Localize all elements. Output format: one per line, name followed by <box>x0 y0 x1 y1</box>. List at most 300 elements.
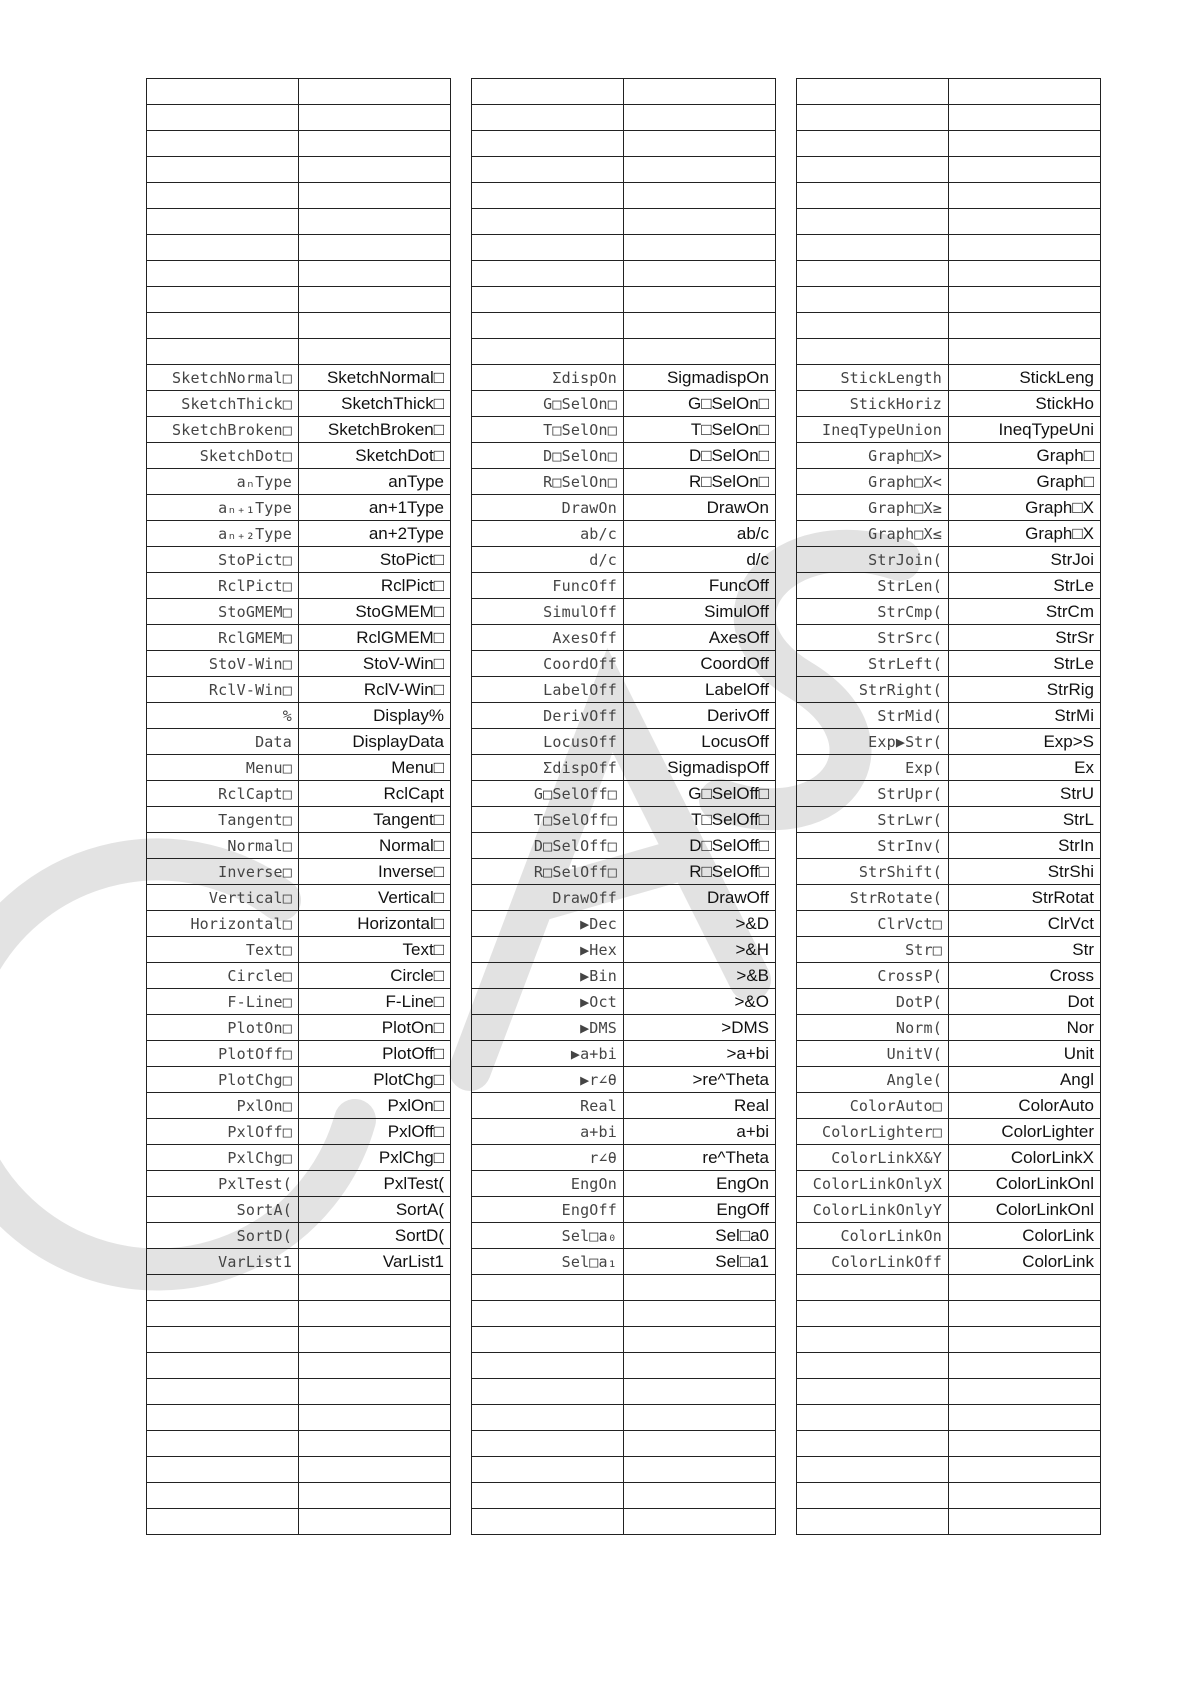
equivalent-cell: ColorLink <box>949 1249 1101 1275</box>
command-row <box>797 833 1101 859</box>
blank-cell <box>147 157 299 183</box>
blank-cell <box>299 131 451 157</box>
blank-cell <box>949 1431 1101 1457</box>
command-cell: DrawOn <box>472 495 624 521</box>
command-row <box>147 469 451 495</box>
command-row <box>797 911 1101 937</box>
command-row <box>472 547 776 573</box>
blank-row <box>797 1327 1101 1353</box>
command-row <box>147 755 451 781</box>
blank-cell <box>299 1353 451 1379</box>
blank-cell <box>624 339 776 365</box>
blank-cell <box>797 261 949 287</box>
command-cell: Graph□X< <box>797 469 949 495</box>
blank-cell <box>797 1275 949 1301</box>
equivalent-cell: Sel□a1 <box>624 1249 776 1275</box>
command-cell: Tangent□ <box>147 807 299 833</box>
equivalent-cell: Graph□X <box>949 495 1101 521</box>
blank-cell <box>472 209 624 235</box>
equivalent-cell: PlotOn□ <box>299 1015 451 1041</box>
equivalent-cell: SigmadispOn <box>624 365 776 391</box>
command-row <box>472 989 776 1015</box>
blank-cell <box>472 1353 624 1379</box>
equivalent-cell: Nor <box>949 1015 1101 1041</box>
command-row <box>797 1223 1101 1249</box>
command-cell: Real <box>472 1093 624 1119</box>
command-cell: LabelOff <box>472 677 624 703</box>
command-cell: ▶Hex <box>472 937 624 963</box>
command-cell: StrRight( <box>797 677 949 703</box>
blank-cell <box>472 339 624 365</box>
equivalent-cell: StrU <box>949 781 1101 807</box>
blank-row <box>797 1353 1101 1379</box>
equivalent-cell: G□SelOff□ <box>624 781 776 807</box>
blank-row <box>797 1405 1101 1431</box>
command-row <box>797 677 1101 703</box>
equivalent-cell: Graph□ <box>949 469 1101 495</box>
command-row <box>797 1067 1101 1093</box>
command-cell: SortA( <box>147 1197 299 1223</box>
blank-cell <box>949 287 1101 313</box>
command-cell: SketchNormal□ <box>147 365 299 391</box>
equivalent-cell: Display% <box>299 703 451 729</box>
command-cell: RclGMEM□ <box>147 625 299 651</box>
command-row <box>472 1067 776 1093</box>
command-row <box>472 1171 776 1197</box>
command-cell: StrUpr( <box>797 781 949 807</box>
command-cell: StrLeft( <box>797 651 949 677</box>
command-cell: StrCmp( <box>797 599 949 625</box>
command-cell: StrSrc( <box>797 625 949 651</box>
blank-cell <box>797 235 949 261</box>
equivalent-cell: an+1Type <box>299 495 451 521</box>
command-cell: FuncOff <box>472 573 624 599</box>
blank-row <box>472 183 776 209</box>
blank-cell <box>949 1509 1101 1535</box>
blank-cell <box>624 287 776 313</box>
command-cell: DotP( <box>797 989 949 1015</box>
equivalent-cell: Inverse□ <box>299 859 451 885</box>
blank-cell <box>147 1431 299 1457</box>
equivalent-cell: Angl <box>949 1067 1101 1093</box>
blank-cell <box>624 235 776 261</box>
equivalent-cell: IneqTypeUni <box>949 417 1101 443</box>
command-row <box>797 1041 1101 1067</box>
equivalent-cell: ColorLighter <box>949 1119 1101 1145</box>
equivalent-cell: Exp>S <box>949 729 1101 755</box>
command-cell: ClrVct□ <box>797 911 949 937</box>
command-cell: PxlTest( <box>147 1171 299 1197</box>
blank-cell <box>949 183 1101 209</box>
equivalent-cell: ab/c <box>624 521 776 547</box>
blank-row <box>797 261 1101 287</box>
blank-row <box>797 235 1101 261</box>
blank-cell <box>624 1457 776 1483</box>
blank-cell <box>472 105 624 131</box>
blank-row <box>147 1509 451 1535</box>
command-row <box>472 1041 776 1067</box>
command-cell: StoV-Win□ <box>147 651 299 677</box>
command-row <box>147 937 451 963</box>
command-row <box>147 911 451 937</box>
command-row <box>797 703 1101 729</box>
equivalent-cell: PxlOn□ <box>299 1093 451 1119</box>
blank-row <box>147 235 451 261</box>
command-cell: ColorLinkOnlyY <box>797 1197 949 1223</box>
equivalent-cell: >&H <box>624 937 776 963</box>
blank-row <box>797 1301 1101 1327</box>
blank-cell <box>472 313 624 339</box>
equivalent-cell: StickLeng <box>949 365 1101 391</box>
command-row <box>472 417 776 443</box>
equivalent-cell: FuncOff <box>624 573 776 599</box>
equivalent-cell: SigmadispOff <box>624 755 776 781</box>
blank-row <box>147 339 451 365</box>
equivalent-cell: F-Line□ <box>299 989 451 1015</box>
command-row <box>797 573 1101 599</box>
command-row <box>147 651 451 677</box>
command-cell: EngOn <box>472 1171 624 1197</box>
command-row <box>797 755 1101 781</box>
blank-cell <box>472 235 624 261</box>
command-cell: ColorLinkX&Y <box>797 1145 949 1171</box>
blank-row <box>472 209 776 235</box>
blank-cell <box>624 1301 776 1327</box>
blank-cell <box>299 209 451 235</box>
blank-cell <box>624 1327 776 1353</box>
command-cell: StoPict□ <box>147 547 299 573</box>
blank-cell <box>299 287 451 313</box>
command-row <box>147 599 451 625</box>
equivalent-cell: StrLe <box>949 573 1101 599</box>
command-row <box>147 547 451 573</box>
command-row <box>472 1093 776 1119</box>
equivalent-cell: SimulOff <box>624 599 776 625</box>
blank-row <box>472 339 776 365</box>
command-cell: RclPict□ <box>147 573 299 599</box>
equivalent-cell: StrShi <box>949 859 1101 885</box>
command-row <box>797 521 1101 547</box>
command-cell: LocusOff <box>472 729 624 755</box>
blank-cell <box>147 1353 299 1379</box>
blank-cell <box>147 1405 299 1431</box>
blank-cell <box>797 1509 949 1535</box>
blank-cell <box>949 1483 1101 1509</box>
blank-row <box>472 157 776 183</box>
blank-row <box>797 105 1101 131</box>
blank-cell <box>797 287 949 313</box>
command-cell: aₙ₊₁Type <box>147 495 299 521</box>
blank-row <box>147 261 451 287</box>
blank-row <box>797 339 1101 365</box>
command-cell: ▶a+bi <box>472 1041 624 1067</box>
command-row <box>147 677 451 703</box>
command-table-2 <box>471 78 776 1535</box>
blank-cell <box>472 1301 624 1327</box>
blank-cell <box>147 339 299 365</box>
blank-cell <box>949 313 1101 339</box>
command-row <box>147 1249 451 1275</box>
equivalent-cell: SketchDot□ <box>299 443 451 469</box>
command-row <box>147 807 451 833</box>
equivalent-cell: LocusOff <box>624 729 776 755</box>
command-cell: a+bi <box>472 1119 624 1145</box>
blank-cell <box>949 131 1101 157</box>
blank-cell <box>624 209 776 235</box>
blank-row <box>472 131 776 157</box>
command-table-3 <box>796 78 1101 1535</box>
command-cell: D□SelOff□ <box>472 833 624 859</box>
equivalent-cell: G□SelOn□ <box>624 391 776 417</box>
equivalent-cell: ColorLinkOnl <box>949 1197 1101 1223</box>
blank-row <box>147 1457 451 1483</box>
command-cell: r∠θ <box>472 1145 624 1171</box>
blank-cell <box>797 209 949 235</box>
command-cell: Str□ <box>797 937 949 963</box>
command-cell: G□SelOn□ <box>472 391 624 417</box>
blank-cell <box>299 1327 451 1353</box>
command-row <box>147 833 451 859</box>
equivalent-cell: DrawOff <box>624 885 776 911</box>
equivalent-cell: ColorLinkOnl <box>949 1171 1101 1197</box>
blank-cell <box>949 339 1101 365</box>
blank-row <box>797 79 1101 105</box>
blank-cell <box>299 183 451 209</box>
blank-cell <box>472 1457 624 1483</box>
blank-cell <box>147 1327 299 1353</box>
command-cell: Norm( <box>797 1015 949 1041</box>
blank-cell <box>797 1301 949 1327</box>
blank-cell <box>624 79 776 105</box>
command-cell: CrossP( <box>797 963 949 989</box>
equivalent-cell: Ex <box>949 755 1101 781</box>
command-row <box>472 1197 776 1223</box>
blank-row <box>147 1275 451 1301</box>
command-cell: StrMid( <box>797 703 949 729</box>
equivalent-cell: StrIn <box>949 833 1101 859</box>
command-row <box>472 729 776 755</box>
equivalent-cell: >&B <box>624 963 776 989</box>
command-cell: ColorLighter□ <box>797 1119 949 1145</box>
equivalent-cell: AxesOff <box>624 625 776 651</box>
command-cell: StoGMEM□ <box>147 599 299 625</box>
blank-cell <box>949 1457 1101 1483</box>
command-cell: ColorLinkOn <box>797 1223 949 1249</box>
blank-cell <box>949 1353 1101 1379</box>
command-row <box>472 521 776 547</box>
command-row <box>472 1015 776 1041</box>
command-row <box>147 1015 451 1041</box>
command-row <box>472 911 776 937</box>
equivalent-cell: PlotChg□ <box>299 1067 451 1093</box>
command-row <box>472 625 776 651</box>
command-cell: StickHoriz <box>797 391 949 417</box>
command-cell: ΣdispOn <box>472 365 624 391</box>
command-row <box>147 1067 451 1093</box>
command-cell: d/c <box>472 547 624 573</box>
blank-cell <box>472 1509 624 1535</box>
command-cell: Horizontal□ <box>147 911 299 937</box>
blank-row <box>797 1379 1101 1405</box>
blank-cell <box>299 79 451 105</box>
blank-cell <box>299 1379 451 1405</box>
blank-cell <box>797 79 949 105</box>
command-cell: SortD( <box>147 1223 299 1249</box>
equivalent-cell: >a+bi <box>624 1041 776 1067</box>
blank-cell <box>147 1457 299 1483</box>
blank-cell <box>624 131 776 157</box>
command-cell: PxlOn□ <box>147 1093 299 1119</box>
command-cell: Text□ <box>147 937 299 963</box>
command-row <box>472 937 776 963</box>
command-cell: PlotOff□ <box>147 1041 299 1067</box>
equivalent-cell: T□SelOn□ <box>624 417 776 443</box>
command-row <box>472 651 776 677</box>
blank-row <box>472 1379 776 1405</box>
command-row <box>147 1223 451 1249</box>
blank-cell <box>949 1275 1101 1301</box>
equivalent-cell: StrLe <box>949 651 1101 677</box>
equivalent-cell: CoordOff <box>624 651 776 677</box>
blank-cell <box>949 235 1101 261</box>
blank-cell <box>797 1379 949 1405</box>
command-row <box>472 1145 776 1171</box>
command-row <box>147 1093 451 1119</box>
command-row <box>147 963 451 989</box>
equivalent-cell: StrRotat <box>949 885 1101 911</box>
command-cell: Graph□X> <box>797 443 949 469</box>
blank-row <box>147 131 451 157</box>
command-cell: Sel□a₁ <box>472 1249 624 1275</box>
command-cell: ▶DMS <box>472 1015 624 1041</box>
command-cell: PxlOff□ <box>147 1119 299 1145</box>
command-cell: Graph□X≥ <box>797 495 949 521</box>
blank-cell <box>299 1431 451 1457</box>
equivalent-cell: StrL <box>949 807 1101 833</box>
command-cell: Angle( <box>797 1067 949 1093</box>
command-cell: ColorLinkOff <box>797 1249 949 1275</box>
equivalent-cell: Text□ <box>299 937 451 963</box>
blank-cell <box>949 105 1101 131</box>
command-cell: Normal□ <box>147 833 299 859</box>
command-row <box>797 1119 1101 1145</box>
command-cell: SimulOff <box>472 599 624 625</box>
command-row <box>147 989 451 1015</box>
equivalent-cell: SketchBroken□ <box>299 417 451 443</box>
command-row <box>797 599 1101 625</box>
blank-row <box>472 1275 776 1301</box>
blank-cell <box>949 1405 1101 1431</box>
command-row <box>797 1093 1101 1119</box>
blank-cell <box>949 157 1101 183</box>
command-cell: SketchBroken□ <box>147 417 299 443</box>
command-row <box>797 781 1101 807</box>
blank-cell <box>472 1405 624 1431</box>
equivalent-cell: Graph□ <box>949 443 1101 469</box>
command-cell: PlotOn□ <box>147 1015 299 1041</box>
equivalent-cell: StrCm <box>949 599 1101 625</box>
blank-cell <box>797 183 949 209</box>
command-cell: ▶Dec <box>472 911 624 937</box>
equivalent-cell: >re^Theta <box>624 1067 776 1093</box>
blank-cell <box>949 261 1101 287</box>
blank-cell <box>949 1327 1101 1353</box>
command-cell: StickLength <box>797 365 949 391</box>
command-row <box>797 937 1101 963</box>
command-cell: VarList1 <box>147 1249 299 1275</box>
command-row <box>472 495 776 521</box>
equivalent-cell: DisplayData <box>299 729 451 755</box>
command-row <box>472 781 776 807</box>
equivalent-cell: R□SelOff□ <box>624 859 776 885</box>
blank-row <box>147 183 451 209</box>
blank-cell <box>624 1379 776 1405</box>
blank-row <box>472 1431 776 1457</box>
command-row <box>147 1119 451 1145</box>
command-row <box>797 1171 1101 1197</box>
equivalent-cell: a+bi <box>624 1119 776 1145</box>
command-row <box>797 651 1101 677</box>
command-row <box>147 859 451 885</box>
blank-cell <box>624 157 776 183</box>
command-row <box>797 859 1101 885</box>
blank-cell <box>797 1353 949 1379</box>
equivalent-cell: Tangent□ <box>299 807 451 833</box>
blank-row <box>147 209 451 235</box>
equivalent-cell: >&D <box>624 911 776 937</box>
command-row <box>797 1145 1101 1171</box>
blank-cell <box>147 235 299 261</box>
command-cell: SketchThick□ <box>147 391 299 417</box>
command-cell: % <box>147 703 299 729</box>
command-row <box>147 365 451 391</box>
command-row <box>147 417 451 443</box>
blank-cell <box>147 1379 299 1405</box>
blank-cell <box>472 1431 624 1457</box>
equivalent-cell: Normal□ <box>299 833 451 859</box>
command-row <box>147 495 451 521</box>
blank-cell <box>797 105 949 131</box>
equivalent-cell: >DMS <box>624 1015 776 1041</box>
blank-cell <box>472 1327 624 1353</box>
blank-cell <box>299 1457 451 1483</box>
command-cell: StrJoin( <box>797 547 949 573</box>
equivalent-cell: StrJoi <box>949 547 1101 573</box>
blank-cell <box>147 209 299 235</box>
blank-cell <box>949 1379 1101 1405</box>
equivalent-cell: RclPict□ <box>299 573 451 599</box>
equivalent-cell: VarList1 <box>299 1249 451 1275</box>
blank-cell <box>472 261 624 287</box>
blank-cell <box>797 339 949 365</box>
command-row <box>472 755 776 781</box>
blank-row <box>147 287 451 313</box>
blank-cell <box>797 157 949 183</box>
equivalent-cell: PxlOff□ <box>299 1119 451 1145</box>
equivalent-cell: Vertical□ <box>299 885 451 911</box>
blank-cell <box>624 1353 776 1379</box>
blank-cell <box>299 1301 451 1327</box>
blank-cell <box>147 1301 299 1327</box>
blank-row <box>147 1405 451 1431</box>
blank-cell <box>147 1275 299 1301</box>
equivalent-cell: SketchNormal□ <box>299 365 451 391</box>
command-cell: D□SelOn□ <box>472 443 624 469</box>
command-cell: ▶Bin <box>472 963 624 989</box>
command-row <box>472 1249 776 1275</box>
command-cell: T□SelOff□ <box>472 807 624 833</box>
blank-cell <box>472 183 624 209</box>
